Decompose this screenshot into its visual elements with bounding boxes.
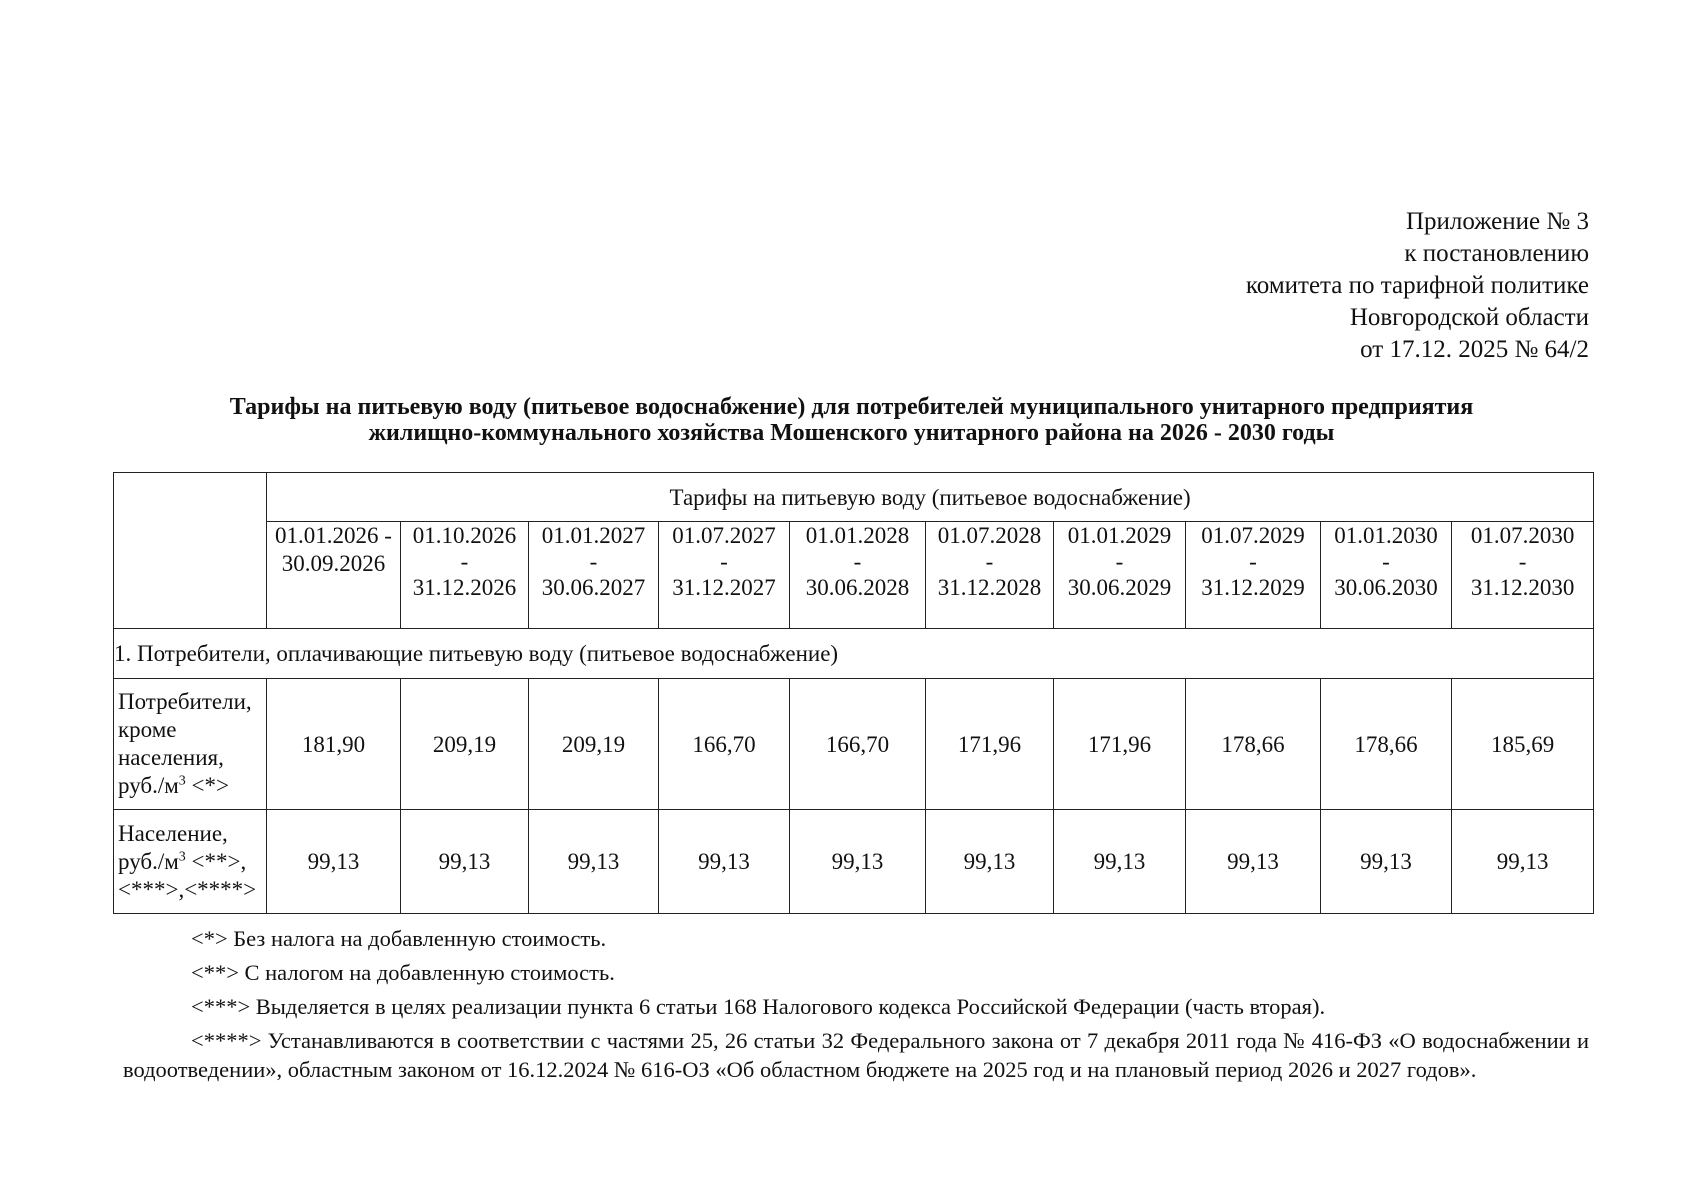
title-line-2: жилищно-коммунального хозяйства Мошенского унитарного района на 2026 - 2030 годы (368, 420, 1335, 446)
tariff-value: 99,13 (267, 810, 401, 914)
appendix-number: Приложение № 3 (1405, 208, 1589, 235)
appendix-date-number: от 17.12. 2025 № 64/2 (1360, 336, 1589, 363)
period-cell: 01.01.2026 - 30.09.2026 (267, 522, 401, 629)
tariff-value: 181,90 (267, 679, 401, 810)
appendix-region: Новгородской области (1349, 304, 1589, 331)
appendix-header (1246, 206, 1589, 366)
tariff-value: 99,13 (401, 810, 529, 914)
footnote-3: <***> Выделяется в целях реализации пункта 6 статьи 168 Налогового кодекса Российской Федерации (часть вторая). (191, 994, 1326, 1019)
tariff-value: 99,13 (926, 810, 1054, 914)
section-row (114, 629, 1594, 679)
period-cell: 01.07.2027 - 31.12.2027 (659, 522, 790, 629)
period-cell: 01.01.2030 - 30.06.2030 (1321, 522, 1452, 629)
period-cell: 01.07.2028 - 31.12.2028 (926, 522, 1054, 629)
footnote-2: <**> С налогом на добавленную стоимость. (191, 960, 615, 985)
row-label-residential: Население, $руб./м^3$ <**>, <***>,<****> (114, 810, 267, 914)
footnote-1: <*> Без налога на добавленную стоимость. (191, 926, 607, 951)
table-header-row (114, 473, 1594, 522)
tariff-value: 99,13 (659, 810, 790, 914)
title-line-1: Тарифы на питьевую воду (питьевое водоснабжение) для потребителей муниципального унитарного предприятия (229, 394, 1474, 420)
period-cell: 01.10.2026 - 31.12.2026 (401, 522, 529, 629)
section-label: 1. Потребители, оплачивающие питьевую воду (питьевое водоснабжение) (114, 629, 1594, 679)
tariff-value: 99,13 (790, 810, 926, 914)
tariff-value: 209,19 (401, 679, 529, 810)
tariff-value: 178,66 (1321, 679, 1452, 810)
tariff-value: 99,13 (1186, 810, 1321, 914)
period-cell: 01.01.2028 - 30.06.2028 (790, 522, 926, 629)
row-label-non-residential: Потребители, кроме населения, $руб./м^3$ <*> (114, 679, 267, 810)
tariff-value: 166,70 (659, 679, 790, 810)
tariff-value: 171,96 (1054, 679, 1186, 810)
table-row (114, 679, 1594, 810)
tariff-value: 171,96 (926, 679, 1054, 810)
period-cell: 01.01.2029 - 30.06.2029 (1054, 522, 1186, 629)
tariff-value: 99,13 (1054, 810, 1186, 914)
tariff-table (113, 472, 1594, 914)
tariff-value: 99,13 (529, 810, 659, 914)
period-cell: 01.01.2027 - 30.06.2027 (529, 522, 659, 629)
group-header: Тарифы на питьевую воду (питьевое водоснабжение) (267, 473, 1594, 522)
tariff-value: 209,19 (529, 679, 659, 810)
footnote-4: <****> Устанавливаются в соответствии с частями 25, 26 статьи 32 Федерального закона от 7 декабря 2011 года № 416-ФЗ «О водоснабжении и водоотведении», областным законом от 16.12.2024 № 616-ОЗ «Об областном бюджете на 2025 год и на плановый период 2026 и 2027 годов». (123, 1028, 1589, 1082)
tariff-value: 185,69 (1452, 679, 1594, 810)
appendix-reference: к постановлению (1404, 240, 1589, 267)
periods-row (114, 522, 1594, 629)
period-cell: 01.07.2029 - 31.12.2029 (1186, 522, 1321, 629)
tariff-value: 99,13 (1321, 810, 1452, 914)
period-cell: 01.07.2030 - 31.12.2030 (1452, 522, 1594, 629)
tariff-value: 178,66 (1186, 679, 1321, 810)
corner-cell (114, 473, 267, 629)
tariff-value: 99,13 (1452, 810, 1594, 914)
tariff-value: 166,70 (790, 679, 926, 810)
document-title (114, 394, 1589, 446)
footnotes (123, 924, 1589, 1088)
appendix-committee: комитета по тарифной политике (1245, 272, 1589, 299)
table-row (114, 810, 1594, 914)
